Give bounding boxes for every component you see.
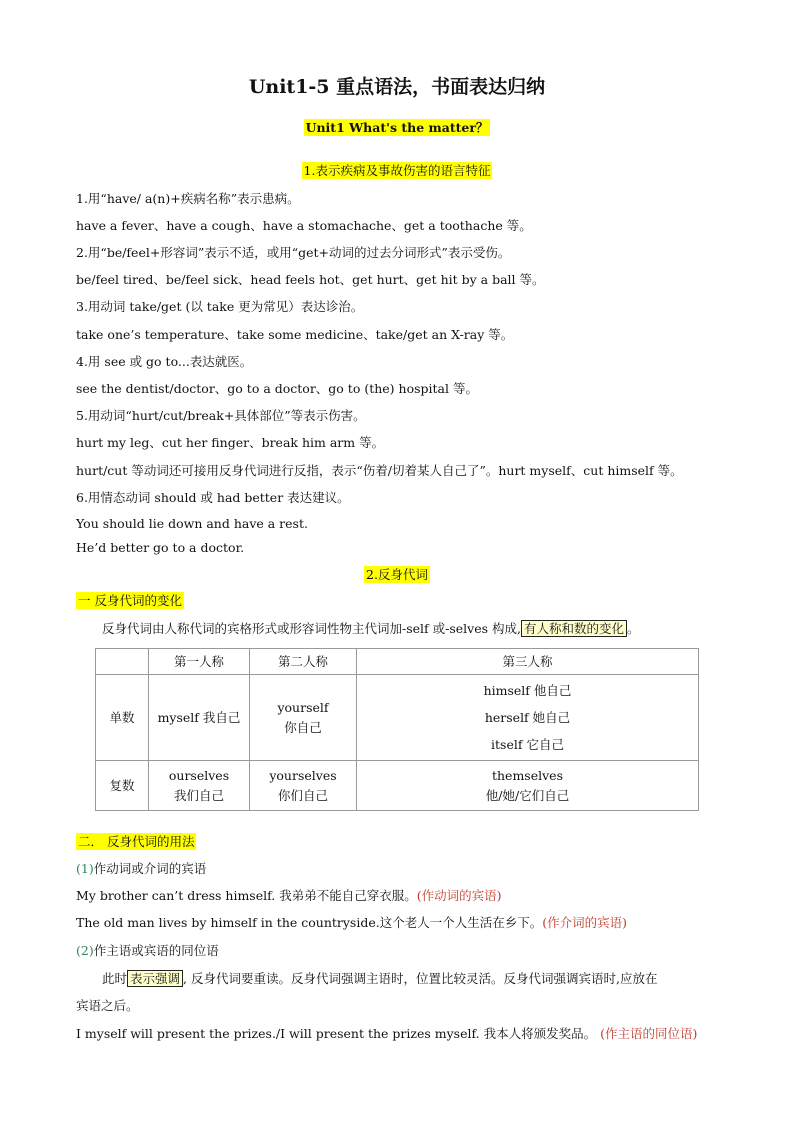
usage1-number: (1): [76, 861, 94, 876]
unit-subtitle: Unit1 What's the matter？: [305, 120, 489, 135]
intro-emphasis-box: 有人称和数的变化: [521, 620, 627, 637]
usage2-number: (2): [76, 943, 94, 958]
section1-heading-wrap: [0, 162, 794, 180]
section1-line-12: 6.用情态动词 should 或 had better 表达建议。: [76, 490, 350, 505]
singular-third-3: itself 它自己: [491, 737, 564, 752]
section1-line-4: be/feel tired、be/feel sick、head feels hot、get hurt、get hit by a ball 等。: [76, 272, 545, 287]
example2: [76, 914, 627, 932]
section2-heading: 2.反身代词: [366, 567, 428, 582]
section1-line-6: take one’s temperature、take some medicine、take/get an X-ray 等。: [76, 327, 514, 342]
reflexive-pronoun-table: [95, 648, 699, 811]
table-row-singular: [96, 675, 699, 761]
plural-third: [357, 761, 699, 811]
section1-line-1: 1.用“have/ a(n)+疾病名称”表示患病。: [76, 191, 300, 206]
section1-line-13: You should lie down and have a rest.: [76, 516, 308, 531]
example2-note: (作介词的宾语): [542, 915, 627, 930]
plural-first-en: ourselves: [168, 767, 230, 783]
usage2-heading: [76, 942, 219, 960]
example3-text: I myself will present the prizes./I will present the prizes myself. 我本人将颁发奖品。: [76, 1026, 601, 1041]
part1-heading-wrap: [76, 592, 184, 610]
example1: [76, 887, 502, 905]
intro-paragraph: [102, 620, 640, 638]
singular-third-2: herself 她自己: [484, 710, 571, 725]
singular-second-zh: 你自己: [284, 719, 322, 735]
example2-text: The old man lives by himself in the countryside.这个老人一个人生活在乡下。: [76, 915, 543, 930]
plural-second-en: yourselves: [269, 767, 337, 783]
usage1-heading: [76, 860, 206, 878]
table-header-third: 第三人称: [357, 649, 699, 675]
table-header-first: 第一人称: [149, 649, 250, 675]
singular-label: 单数: [96, 675, 149, 761]
part1-heading: 一 反身代词的变化: [78, 593, 182, 608]
table-header-empty: [96, 649, 149, 675]
section2-heading-wrap: [0, 566, 794, 584]
section1-line-14: He’d better go to a doctor.: [76, 540, 245, 555]
section1-line-10: hurt my leg、cut her finger、break him arm 等。: [76, 435, 385, 450]
table-header-row: [96, 649, 699, 675]
table-header-second: 第二人称: [250, 649, 357, 675]
singular-third: [357, 675, 699, 761]
table-row-plural: [96, 761, 699, 811]
plural-label: 复数: [96, 761, 149, 811]
section1-line-8: see the dentist/doctor、go to a doctor、go to (the) hospital 等。: [76, 381, 478, 396]
plural-second-zh: 你们自己: [277, 787, 328, 803]
section1-line-2: have a fever、have a cough、have a stomachache、get a toothache 等。: [76, 218, 532, 233]
singular-second: [250, 675, 357, 761]
para-rest: , 反身代词要重读。反身代词强调主语时，位置比较灵活。反身代词强调宾语时,应放在: [183, 971, 658, 986]
emphasis-paragraph-line1: [102, 970, 657, 988]
example1-note: (作动词的宾语): [416, 888, 502, 903]
plural-first: [149, 761, 250, 811]
usage1-label: 作动词或介词的宾语: [93, 861, 207, 876]
intro-text: 反身代词由人称代词的宾格形式或形容词性物主代词加-self 或-selves 构成,: [102, 621, 521, 636]
plural-third-en: themselves: [491, 767, 563, 783]
section1-line-5: 3.用动词 take/get (以 take 更为常见）表达诊治。: [76, 299, 364, 314]
plural-second: [250, 761, 357, 811]
section1-line-11: hurt/cut 等动词还可接用反身代词进行反指，表示“伤着/切着某人自己了”。hurt myself、cut himself 等。: [76, 463, 683, 478]
section1-line-7: 4.用 see 或 go to...表达就医。: [76, 354, 253, 369]
example1-text: My brother can’t dress himself. 我弟弟不能自己穿衣服。: [76, 888, 417, 903]
section1-line-3: 2.用“be/feel+形容词”表示不适，或用“get+动词的过去分词形式”表示受伤。: [76, 245, 511, 260]
singular-second-en: yourself: [277, 699, 329, 715]
section1-heading: 1.表示疾病及事故伤害的语言特征: [303, 163, 491, 178]
para-start: 此时: [102, 971, 128, 986]
usage2-label: 作主语或宾语的同位语: [93, 943, 219, 958]
part2-heading: 二． 反身代词的用法: [78, 834, 195, 849]
example3: [76, 1025, 697, 1043]
singular-third-1: himself 他自己: [483, 683, 572, 698]
para-emphasis-box: 表示强调: [127, 970, 183, 987]
unit-subtitle-wrap: [0, 119, 794, 137]
singular-first: myself 我自己: [149, 675, 250, 761]
example3-note: (作主语的同位语): [600, 1026, 698, 1041]
plural-third-zh: 他/她/它们自己: [485, 787, 570, 803]
part2-heading-wrap: [76, 833, 196, 851]
page-title: Unit1-5 重点语法，书面表达归纳: [248, 76, 546, 98]
intro-end: 。: [627, 621, 640, 636]
section1-line-9: 5.用动词“hurt/cut/break+具体部位”等表示伤害。: [76, 408, 366, 423]
plural-first-zh: 我们自己: [173, 787, 224, 803]
emphasis-paragraph-line2: 宾语之后。: [76, 998, 139, 1013]
